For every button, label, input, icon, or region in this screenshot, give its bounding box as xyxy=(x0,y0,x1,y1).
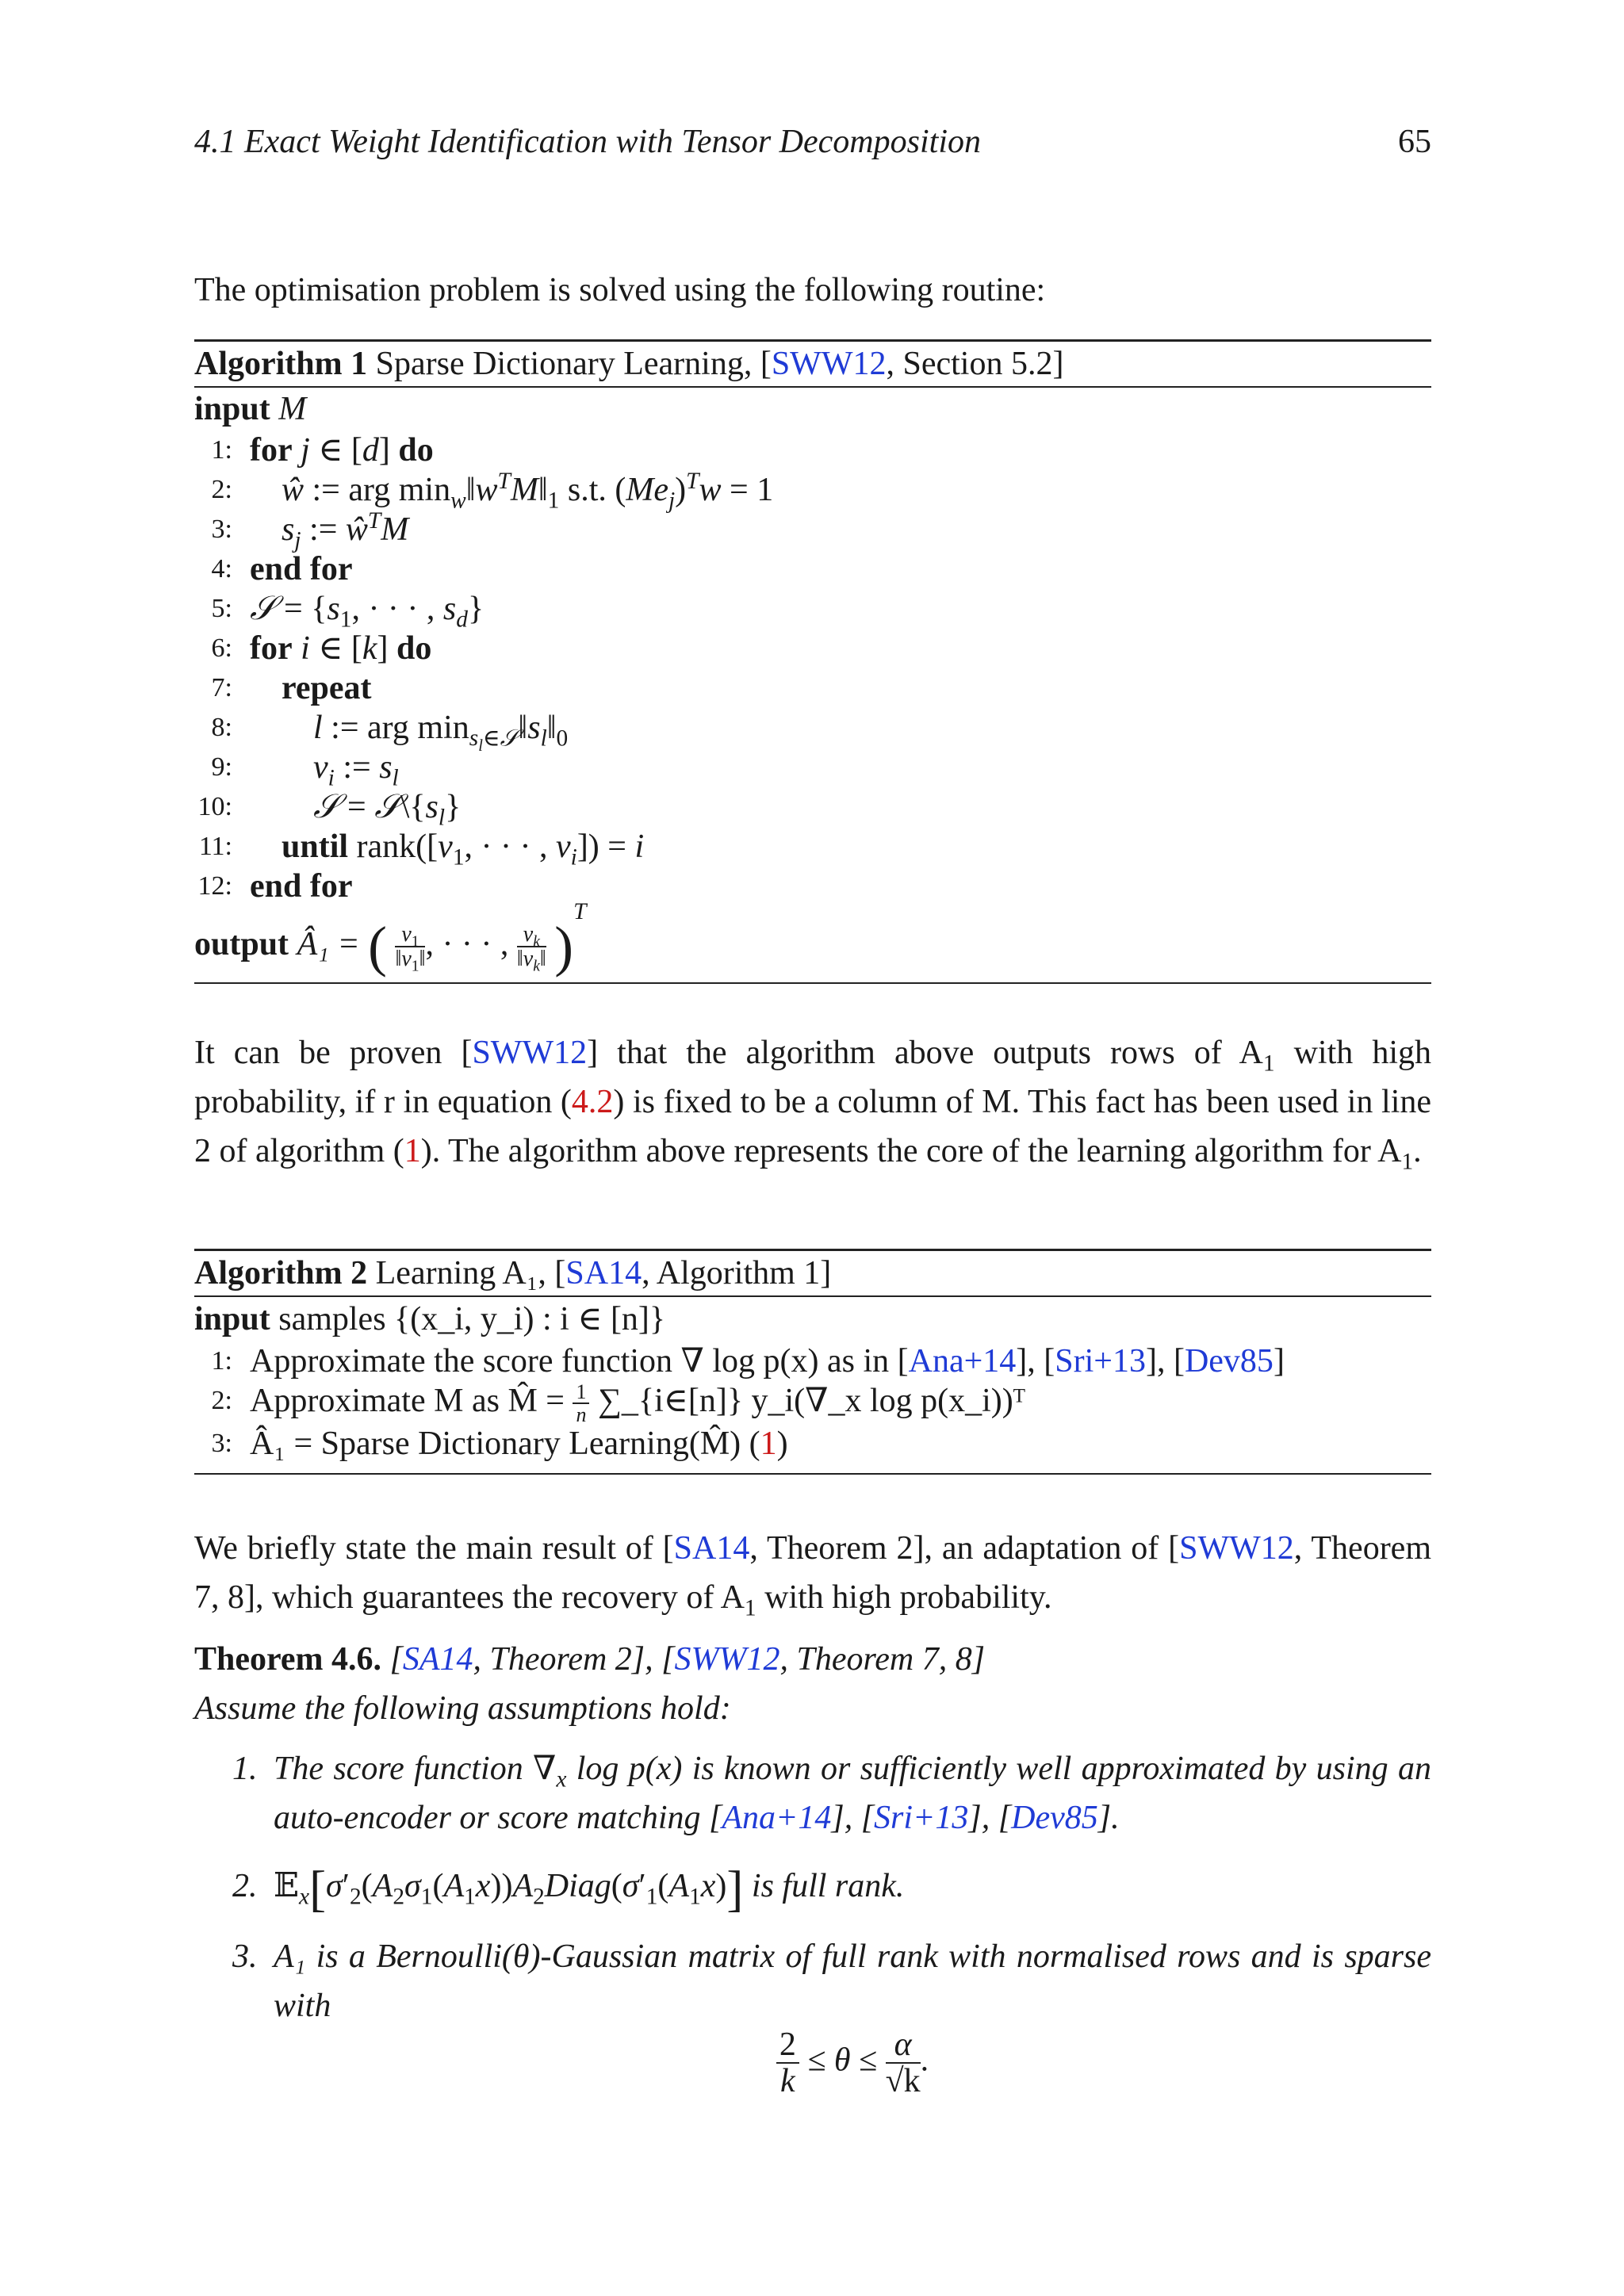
algref-1[interactable]: 1 xyxy=(404,1133,421,1169)
assumption-3: 3. A₁ is a Bernoulli(θ)-Gaussian matrix of full rank with normalised rows and is sparse with xyxy=(232,1938,1431,2025)
line-number: 1: xyxy=(211,435,232,465)
cite-sww12[interactable]: SWW12 xyxy=(472,1035,588,1071)
algo2-line-3: 3: Â₁ = Sparse Dictionary Learning(M̂) (1) xyxy=(211,1425,788,1462)
cite-sww12[interactable]: SWW12 xyxy=(771,346,887,382)
page-number: 65 xyxy=(1398,124,1431,160)
theorem-assumption-intro: Assume the following assumptions hold: xyxy=(194,1690,731,1727)
line-number: 5: xyxy=(211,594,232,623)
algo2-title: Algorithm 2 Learning A₁, [SA14, Algorithm 1] xyxy=(194,1255,832,1292)
line-number: 11: xyxy=(198,832,232,861)
cite-sww12[interactable]: SWW12 xyxy=(674,1641,780,1678)
cite-sa14[interactable]: SA14 xyxy=(673,1530,750,1567)
algo1-output: output Â₁ = ( $\frac{v_1}{‖v_1‖}$ , · · · , $\frac{v_k}{‖v_k‖}$ )$^T$ xyxy=(194,899,587,978)
line-number: 2: xyxy=(211,475,232,504)
cite-dev85[interactable]: Dev85 xyxy=(1011,1800,1098,1836)
paragraph-1: It can be proven [SWW12] that the algorithm above outputs rows of $A_1$ with high probability, if r in equation (4.2) is fixed to be a column of M. This fact has been used in line 2 of algorithm (1). The algorithm above represents the core of the learning algorithm for $A_1$. xyxy=(194,1035,1431,1175)
line-number: 9: xyxy=(211,752,232,782)
algo1-line-9: 9: $v_i$ := $s_l$ xyxy=(194,748,1431,787)
section-title: 4.1 Exact Weight Identification with Tensor Decomposition xyxy=(194,124,981,160)
eqref-4-2[interactable]: 4.2 xyxy=(571,1084,614,1120)
algo2-line-1: 1: Approximate the score function ∇ log p(x) as in [Ana+14], [Sri+13], [Dev85] xyxy=(211,1343,1285,1380)
cite-sa14[interactable]: SA14 xyxy=(402,1641,473,1678)
algo1-line-6: 6: for i ∈ [k] do xyxy=(194,629,1431,668)
output-keyword: output xyxy=(194,926,289,962)
algo1-input xyxy=(194,388,1431,430)
theorem-4-6 xyxy=(194,1635,1431,2099)
algo2-bottom-rule xyxy=(194,1473,1431,1475)
assumption-list xyxy=(232,1744,1431,2100)
running-header xyxy=(194,123,1431,170)
algo2-input: input samples {(x_i, y_i) : i ∈ [n]} xyxy=(194,1301,666,1337)
algo1-line-10: 10: 𝒮 = $𝒮\backslash\{s_l\}$ xyxy=(194,787,1431,827)
input-keyword: input xyxy=(194,391,270,427)
cite-sa14[interactable]: SA14 xyxy=(565,1255,642,1292)
algo1-line-1: 1: for j ∈ [d] do xyxy=(194,430,1431,470)
cite-ana14[interactable]: Ana+14 xyxy=(908,1343,1017,1380)
algo1-label: Algorithm 1 xyxy=(194,346,368,382)
algo1-line-5: 5: 𝒮 = {$s_1$, · · · , $s_d$} xyxy=(194,589,1431,629)
cite-sri13[interactable]: Sri+13 xyxy=(874,1800,969,1836)
sparsity-inequality: $\frac{2}{k}$ ≤ θ ≤ $\frac{\alpha}{√k}$ . xyxy=(274,2027,1431,2099)
cite-sri13[interactable]: Sri+13 xyxy=(1055,1343,1146,1380)
algo1-bottom-rule xyxy=(194,982,1431,984)
line-number: 8: xyxy=(211,713,232,742)
algref-1[interactable]: 1 xyxy=(760,1425,777,1462)
line-number: 3: xyxy=(211,515,232,544)
algo1-line-3: 3: $s_j$ := $ŵ^TM$ xyxy=(194,510,1431,549)
algo2-label: Algorithm 2 xyxy=(194,1255,368,1292)
algo1-line-2: 2: ŵ := arg $\min_w‖w^TM‖_1$ s.t. $(Me_j)^Tw = 1$ xyxy=(194,470,1431,510)
cite-sww12[interactable]: SWW12 xyxy=(1179,1530,1294,1567)
algo1-title xyxy=(194,342,1431,386)
cite-ana14[interactable]: Ana+14 xyxy=(722,1800,832,1836)
cite-dev85[interactable]: Dev85 xyxy=(1184,1343,1274,1380)
line-number: 10: xyxy=(197,792,232,821)
algo1-line-11: 11: until $rank([v_1$, · · · , $v_i]) = i$ xyxy=(194,827,1431,867)
theorem-head: Theorem 4.6. [SA14, Theorem 2], [SWW12, Theorem 7, 8] xyxy=(194,1641,986,1678)
algorithm-1 xyxy=(194,339,1431,984)
algo1-line-12: 12: end for xyxy=(194,867,1431,906)
algo1-line-8: 8: l := arg $\min_{s_l\in 𝒮}‖s_l‖_0$ xyxy=(194,708,1431,748)
algorithm-2 xyxy=(194,1249,1431,1475)
algo1-title-text: Sparse Dictionary Learning, [ xyxy=(375,346,772,382)
line-number: 6: xyxy=(211,633,232,663)
algo1-line-7: 7: repeat xyxy=(194,668,1431,708)
algo1-line-4: 4: end for xyxy=(194,549,1431,589)
output-lhs: Â₁ = xyxy=(297,926,360,962)
line-number: 4: xyxy=(211,554,232,584)
assumption-2: 2. $𝔼_x[\sigma'_2(A_2\sigma_1(A_1x))A_2Diag(\sigma'_1(A_1x)]$ is full rank. xyxy=(232,1861,905,1917)
assumption-1: 1. The score function $\nabla_x$ log p(x) is known or sufficiently well approximated by using an auto-encoder or score matching [Ana+14], [Sri+13], [Dev85]. xyxy=(232,1751,1431,1836)
line-number: 12: xyxy=(197,871,232,901)
algo2-line-2: 2: Approximate M as M̂ = $\frac{1}{n}$ ∑_{i∈[n]} y_i(∇_x log p(x_i))ᵀ xyxy=(211,1380,1025,1427)
intro-paragraph: The optimisation problem is solved using the following routine: xyxy=(194,272,1046,308)
input-value: M xyxy=(278,391,307,427)
line-number: 7: xyxy=(211,673,232,702)
paragraph-2: We briefly state the main result of [SA14, Theorem 2], an adaptation of [SWW12, Theorem 7, 8], which guarantees the recovery of $A_1$ with high probability. xyxy=(194,1530,1431,1621)
algo1-title-end: , Section 5.2] xyxy=(886,346,1064,382)
